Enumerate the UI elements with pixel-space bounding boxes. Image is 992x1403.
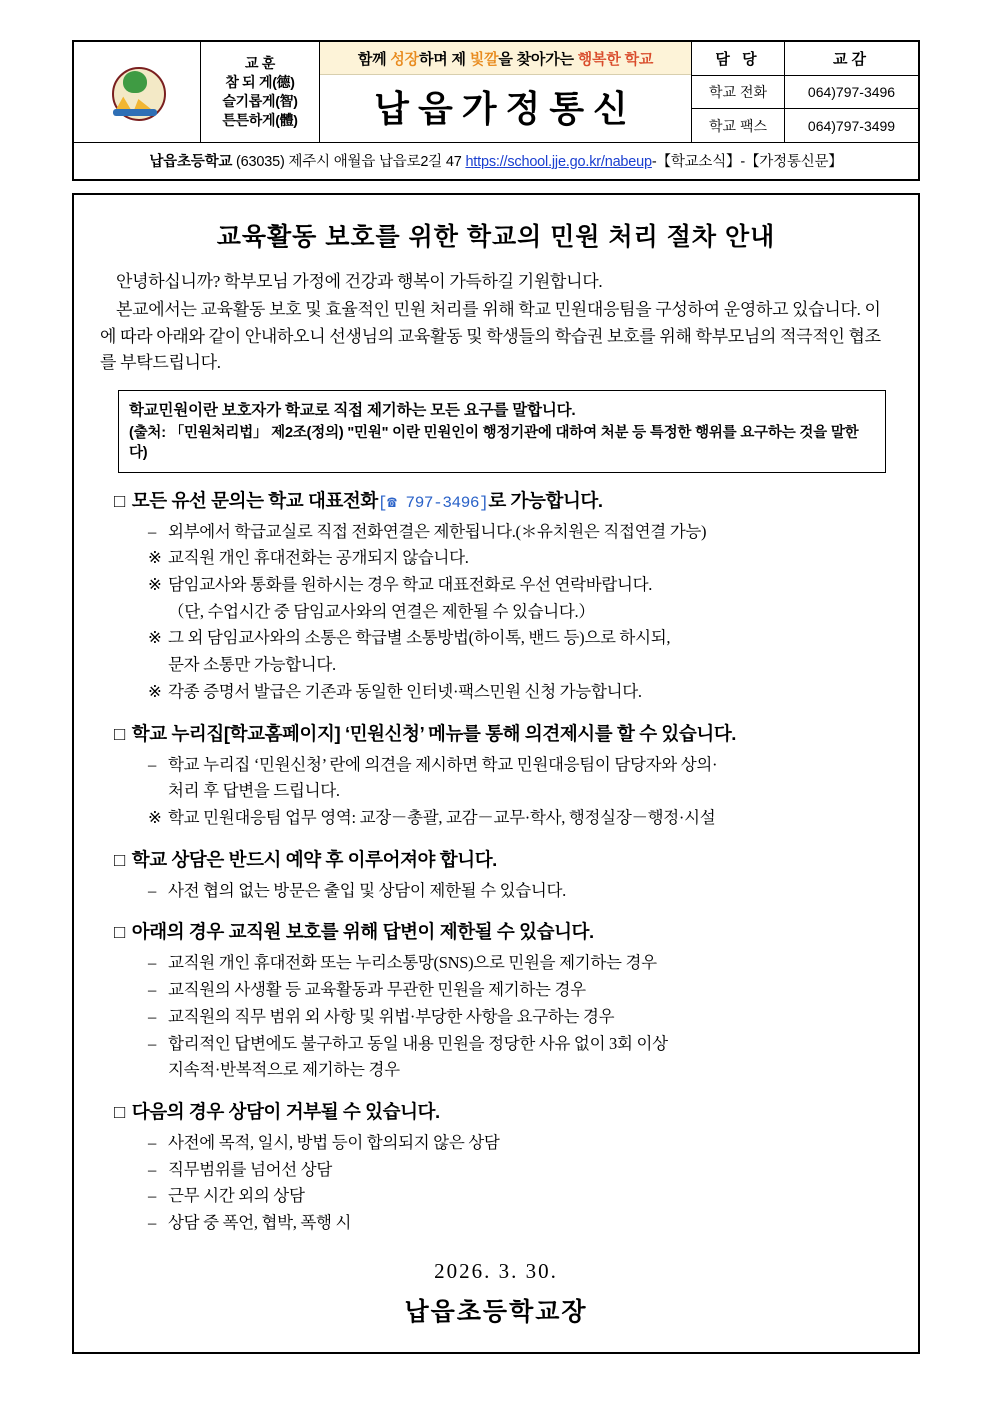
- list-item-marker: –: [148, 980, 156, 1000]
- list-item-text: 학교 민원대응팀 업무 영역: 교장－총괄, 교감－교무·학사, 행정실장－행정·시설: [168, 807, 716, 827]
- motto-title: 교 훈: [244, 55, 276, 72]
- list-item-marker: ※: [148, 628, 162, 648]
- newsletter-title: 납읍가정통신: [374, 89, 637, 129]
- list-item-text: 외부에서 학급교실로 직접 전화연결은 제한됩니다.(＊유치원은 직접연결 가능): [168, 521, 707, 541]
- issuing-authority: 납읍초등학교장: [404, 1298, 588, 1326]
- school-motto-cell: [201, 42, 320, 142]
- slogan-part-4: 을 찾아가는: [498, 51, 578, 68]
- section-heading-text: 학교 상담은 반드시 예약 후 이루어져야 합니다.: [131, 848, 497, 870]
- motto-line-2: 슬기롭게(智): [222, 93, 298, 109]
- list-item: [148, 679, 892, 706]
- list-item: [148, 1031, 892, 1058]
- school-fax-row: [692, 108, 918, 142]
- list-item: [148, 1004, 892, 1031]
- school-address: (63035) 제주시 애월읍 납읍로2길 47: [232, 154, 466, 170]
- list-item-marker: ※: [148, 807, 162, 827]
- school-fax-value: 064)797-3499: [807, 117, 896, 134]
- school-phone-label: 학교 전화: [692, 76, 785, 109]
- slogan-part-3: 빛깔: [469, 51, 499, 68]
- list-item-marker: –: [148, 1186, 156, 1206]
- section-item-list: [100, 878, 892, 905]
- checkbox-icon: □: [114, 489, 125, 511]
- section-item-list: [100, 950, 892, 1084]
- representative-phone-number: [☎ 797-3496]: [377, 493, 489, 512]
- list-item: [148, 545, 892, 572]
- section-heading-text: 모든 유선 문의는 학교 대표전화: [131, 489, 378, 511]
- list-item: [148, 977, 892, 1004]
- list-item-marker: –: [148, 953, 156, 973]
- section-heading: [114, 487, 892, 513]
- list-item-text: 상담 중 폭언, 협박, 폭행 시: [168, 1213, 352, 1233]
- title-cell: [320, 42, 692, 142]
- list-item: [148, 778, 892, 805]
- checkbox-icon: □: [114, 848, 125, 870]
- list-item: [148, 652, 892, 679]
- school-menu-path: -【학교소식】-【가정통신문】: [651, 154, 843, 170]
- section-heading: [114, 1098, 892, 1124]
- list-item-text: 그 외 담임교사와의 소통은 학급별 소통방법(하이톡, 밴드 등)으로 하시되,: [168, 628, 671, 648]
- section-heading-text: 다음의 경우 상담이 거부될 수 있습니다.: [131, 1101, 440, 1122]
- section-item-list: [100, 1130, 892, 1237]
- section-heading-text: 학교 누리집[학교홈페이지] ‘민원신청’ 메뉴를 통해 의견제시를 할 수 있습니다.: [131, 722, 737, 744]
- slogan-part-0: 함께: [357, 51, 391, 68]
- letterhead: [72, 40, 920, 181]
- school-name: 납읍초등학교: [149, 154, 233, 170]
- school-phone-value: 064)797-3496: [807, 84, 896, 100]
- list-item: [148, 1157, 892, 1184]
- list-item: [148, 625, 892, 652]
- letterhead-top-row: [74, 42, 918, 143]
- list-item-marker: ※: [148, 681, 162, 701]
- list-item-text: 처리 후 답변을 드립니다.: [168, 781, 340, 801]
- document-body: [72, 193, 920, 1354]
- definition-source: (출처: 「민원처리법」 제2조(정의) "민원" 이란 민원인이 행정기관에 대하여 처분 등 특정한 행위를 요구하는 것을 말한다): [129, 425, 859, 461]
- list-item: [148, 519, 892, 546]
- checkbox-icon: □: [114, 921, 125, 943]
- school-phone-row: [692, 75, 918, 109]
- sections-container: [100, 487, 892, 1237]
- list-item-text: （단, 수업시간 중 담임교사와의 연결은 제한될 수 있습니다.）: [168, 601, 595, 621]
- section-5: [100, 1098, 892, 1237]
- section-4: [100, 918, 892, 1084]
- section-item-list: [100, 519, 892, 706]
- list-item-text: 교직원 개인 휴대전화 또는 누리소통망(SNS)으로 민원을 제기하는 경우: [168, 953, 657, 973]
- list-item-marker: –: [148, 1033, 156, 1053]
- section-1: [100, 487, 892, 706]
- list-item-marker: –: [148, 1133, 156, 1152]
- list-item: [148, 1183, 892, 1210]
- list-item-text: 교직원 개인 휴대전화는 공개되지 않습니다.: [168, 548, 469, 568]
- section-heading-text: 아래의 경우 교직원 보호를 위해 답변이 제한될 수 있습니다.: [131, 921, 594, 943]
- list-item-text: 담임교사와 통화를 원하시는 경우 학교 대표전화로 우선 연락바랍니다.: [168, 574, 653, 594]
- slogan-part-1: 성장: [390, 51, 419, 68]
- list-item-text: 근무 시간 외의 상담: [168, 1186, 305, 1206]
- school-emblem-cell: [74, 42, 201, 142]
- list-item: [148, 752, 892, 779]
- list-item-text: 사전에 목적, 일시, 방법 등이 합의되지 않은 상담: [168, 1133, 500, 1152]
- list-item-marker: ※: [148, 574, 162, 594]
- signature-block: [692, 42, 918, 142]
- list-item-marker: –: [148, 1006, 156, 1026]
- signature-col-vice-principal: 교감: [833, 50, 870, 68]
- list-item-text: 사전 협의 없는 방문은 출입 및 상담이 제한될 수 있습니다.: [168, 880, 566, 900]
- list-item-text: 합리적인 답변에도 불구하고 동일 내용 민원을 정당한 사유 없이 3회 이상: [168, 1033, 668, 1053]
- definition-main: 학교민원이란 보호자가 학교로 직접 제기하는 모든 요구를 말합니다.: [129, 402, 576, 420]
- list-item: [148, 572, 892, 599]
- closing-signature: [100, 1259, 892, 1328]
- checkbox-icon: □: [114, 1101, 125, 1122]
- list-item-marker: –: [148, 521, 156, 541]
- issue-date: 2026. 3. 30.: [434, 1258, 558, 1283]
- list-item: [148, 599, 892, 626]
- list-item-marker: –: [148, 754, 156, 774]
- list-item-text: 교직원의 직무 범위 외 사항 및 위법·부당한 사항을 요구하는 경우: [168, 1006, 615, 1026]
- list-item-text: 교직원의 사생활 등 교육활동과 무관한 민원을 제기하는 경우: [168, 980, 586, 1000]
- definition-callout: [118, 390, 886, 472]
- list-item-text: 학교 누리집 ‘민원신청’ 란에 의견을 제시하면 학교 민원대응팀이 담당자와 상의·: [168, 754, 718, 774]
- section-heading-text-tail: 로 가능합니다.: [488, 489, 603, 511]
- list-item: [148, 950, 892, 977]
- slogan-part-5: 행복한 학교: [577, 51, 654, 68]
- list-item-marker: ※: [148, 548, 162, 568]
- motto-line-3: 튼튼하게(體): [222, 111, 298, 128]
- section-heading: [114, 846, 892, 872]
- list-item-text: 각종 증명서 발급은 기존과 동일한 인터넷·팩스민원 신청 가능합니다.: [168, 681, 642, 701]
- list-item-text: 지속적·반복적으로 제기하는 경우: [168, 1060, 400, 1080]
- school-address-bar: [74, 143, 918, 179]
- section-2: [100, 720, 892, 832]
- list-item-marker: –: [148, 880, 156, 900]
- list-item-marker: –: [148, 1159, 156, 1179]
- list-item-text: 문자 소통만 가능합니다.: [168, 655, 336, 675]
- list-item-marker: –: [148, 1213, 156, 1233]
- slogan-part-2: 하며 제: [418, 51, 470, 68]
- section-heading: [114, 918, 892, 944]
- list-item: [148, 805, 892, 832]
- list-item: [148, 1057, 892, 1084]
- signature-col-staff: 담 당: [692, 42, 785, 75]
- checkbox-icon: □: [114, 722, 125, 744]
- school-slogan: [320, 42, 691, 75]
- school-website-link[interactable]: https://school.jje.go.kr/nabeup: [465, 154, 652, 170]
- document-title: 교육활동 보호를 위한 학교의 민원 처리 절차 안내: [216, 223, 776, 251]
- intro-paragraph-1: 안녕하십니까? 학부모님 가정에 건강과 행복이 가득하길 기원합니다.: [116, 272, 603, 291]
- section-item-list: [100, 752, 892, 832]
- list-item: [148, 878, 892, 905]
- section-heading: [114, 720, 892, 746]
- school-fax-label: 학교 팩스: [692, 109, 785, 142]
- list-item: [148, 1210, 892, 1237]
- list-item: [148, 1130, 892, 1157]
- section-3: [100, 846, 892, 905]
- signature-header-row: [692, 42, 918, 75]
- school-emblem-icon: [110, 65, 164, 119]
- motto-line-1: 참 되 게(德): [225, 74, 295, 91]
- intro-paragraph-2: 본교에서는 교육활동 보호 및 효율적인 민원 처리를 위해 학교 민원대응팀을 구성하여 운영하고 있습니다. 이에 따라 아래와 같이 안내하오니 선생님의 교육활동 및 학생들의 학습권 보호를 위해 학부모님의 적극적인 협조를 부탁드립니다.: [100, 300, 881, 373]
- list-item-text: 직무범위를 넘어선 상담: [168, 1159, 333, 1179]
